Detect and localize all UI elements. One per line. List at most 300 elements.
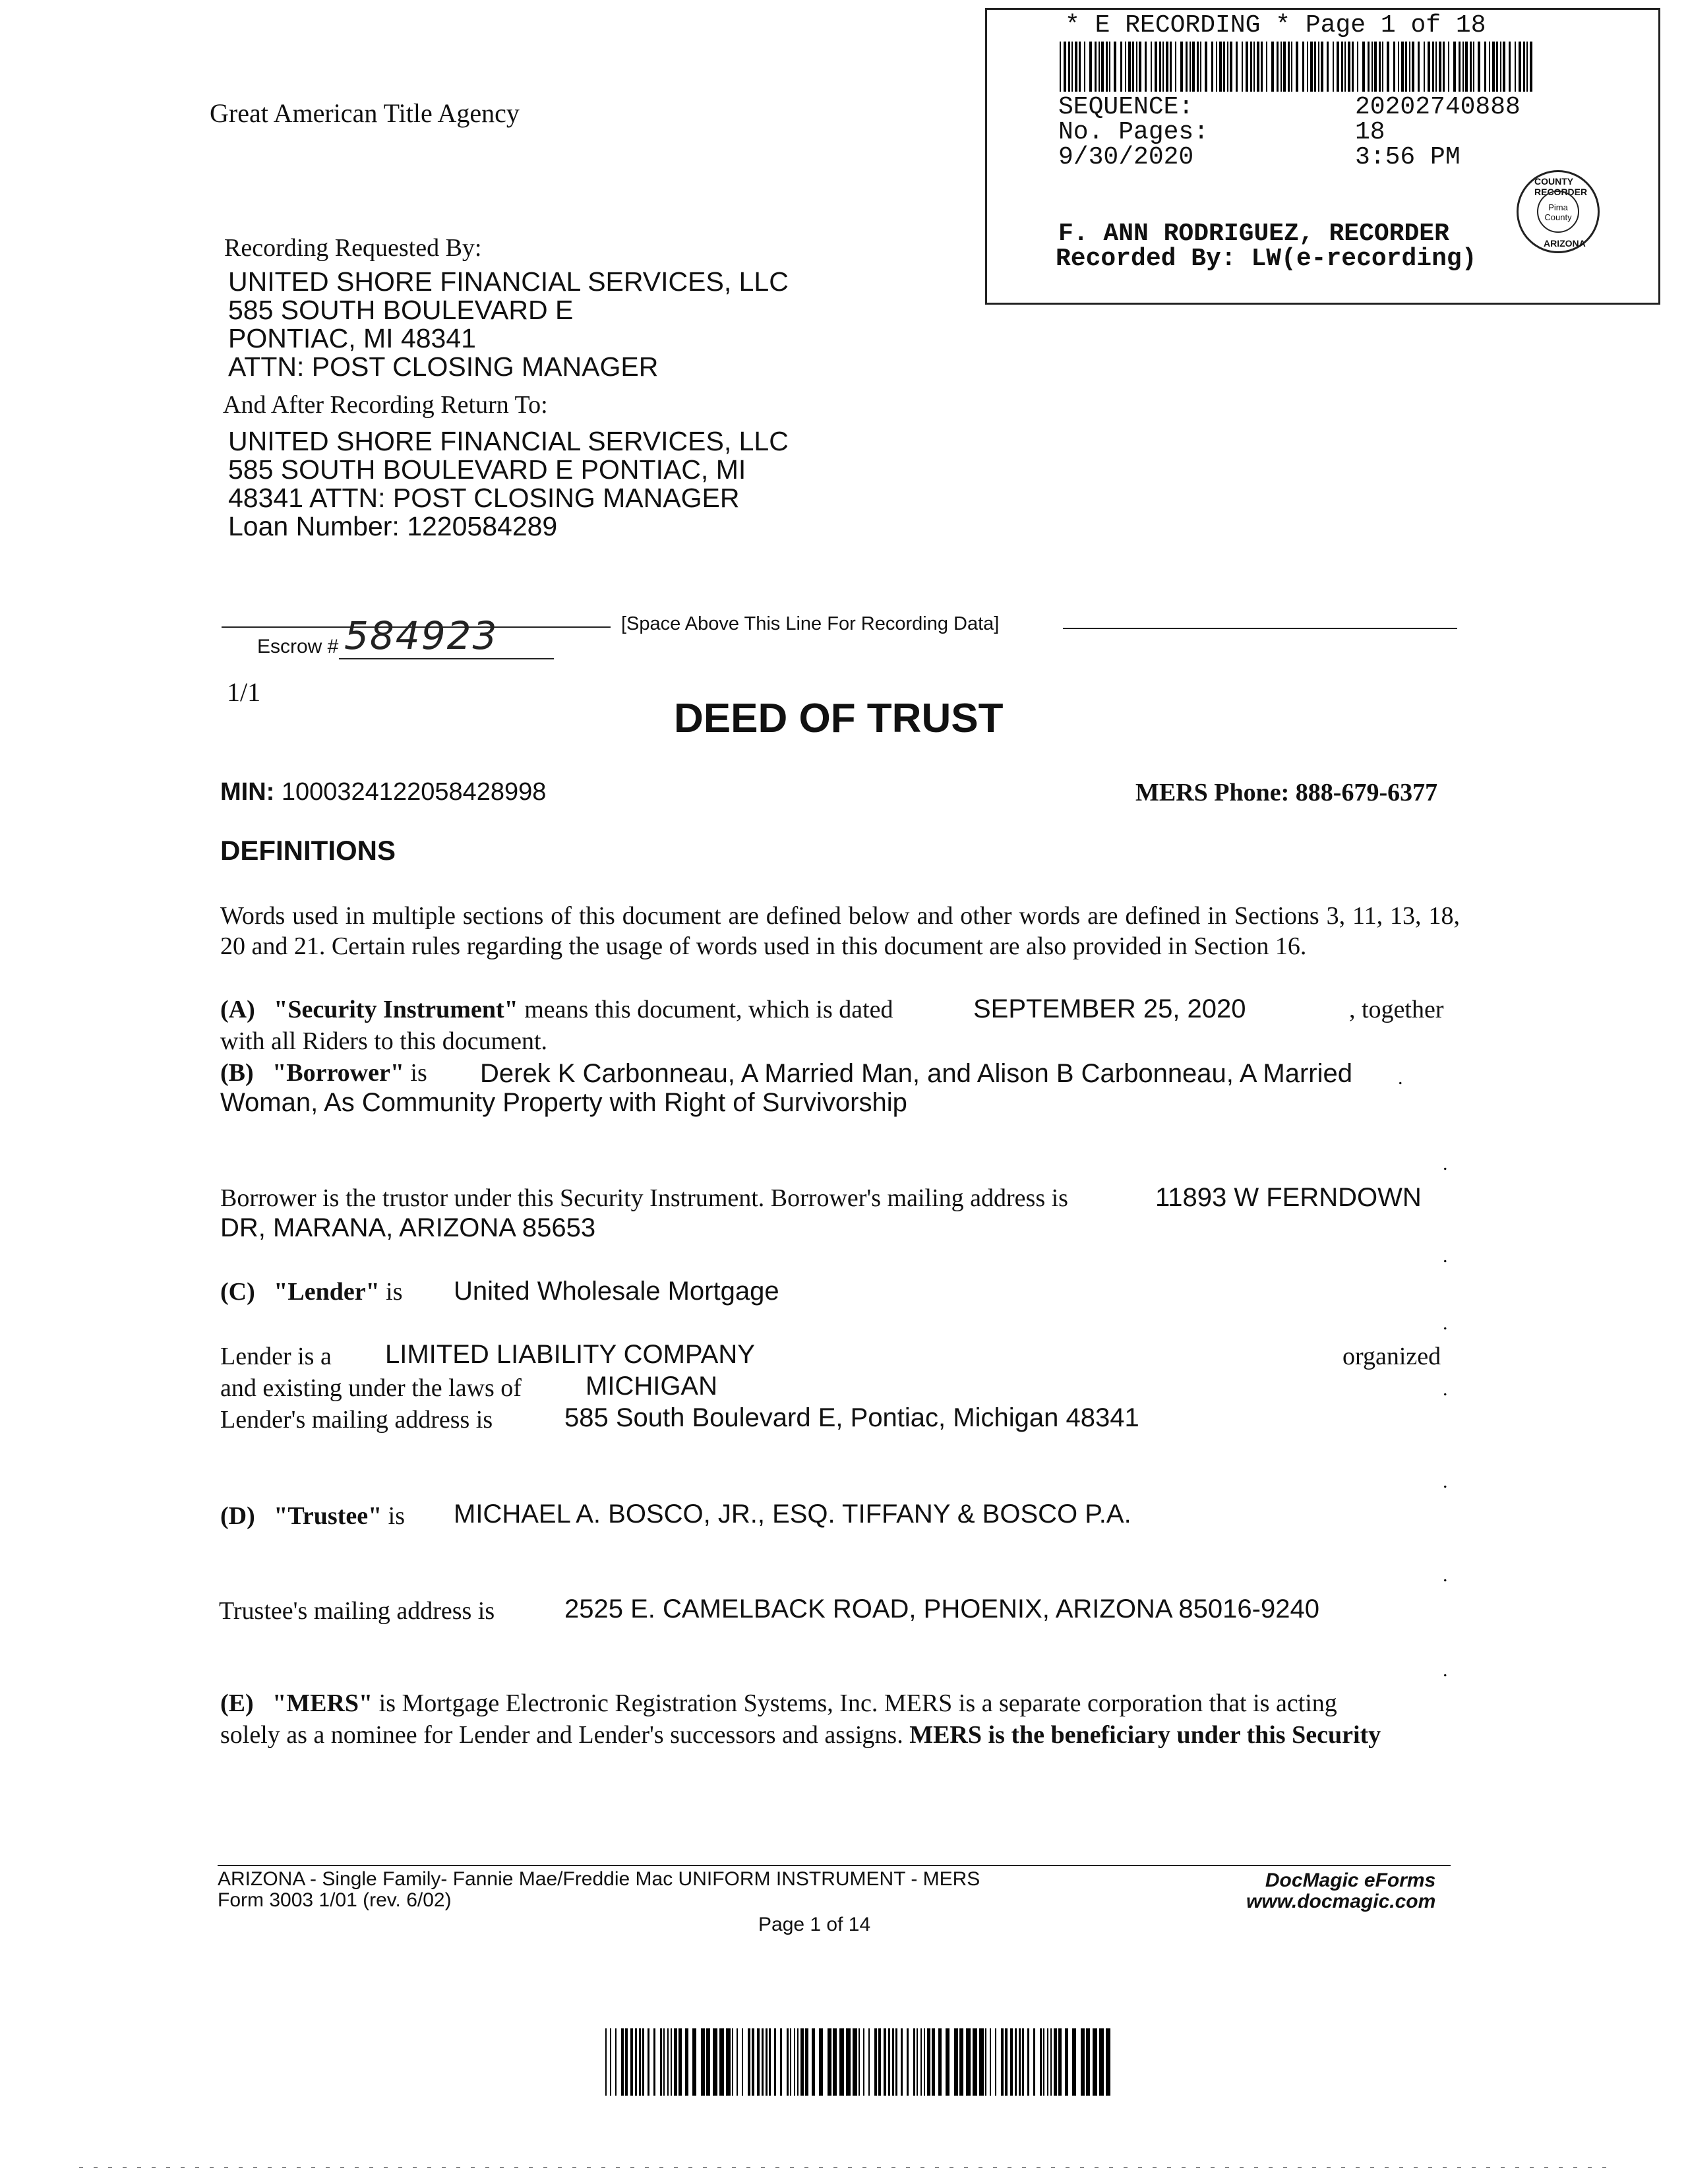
barcode-bar [1412,42,1414,92]
barcode-bar [1271,42,1274,92]
barcode-bar [1079,42,1081,92]
barcode-bar [1503,42,1505,92]
barcode-bar [1068,42,1070,92]
barcode-bar [1362,42,1365,92]
space-above-note: [Space Above This Line For Recording Data] [621,613,1000,634]
min-value: 1000324122058428998 [281,778,547,806]
barcode-bar [1288,42,1290,92]
section-c-letter: (C) [220,1278,255,1306]
section-e-text: is Mortgage Electronic Registration Systems, Inc. MERS is a separate corporation that is acting [378,1689,1337,1717]
lender-address-label: Lender's mailing address is [220,1406,493,1434]
barcode-bar [924,2028,925,2096]
footer-brand [1246,1870,1435,1912]
barcode-bar [1281,42,1282,92]
barcode-bar [726,2028,731,2096]
barcode-bar [1401,42,1404,92]
barcode-bar [1418,42,1420,92]
barcode-bar [1050,2028,1052,2096]
barcode-bar [1405,42,1407,92]
barcode-bar [1448,42,1449,92]
barcode-bar [1443,42,1445,92]
barcode-bar [1128,42,1131,92]
section-a-line2: with all Riders to this document. [220,1027,548,1055]
barcode-bar [878,2028,881,2096]
barcode-bar [1151,42,1152,92]
barcode-bar [1327,42,1329,92]
requested-by-label: Recording Requested By: [224,234,482,262]
barcode-bar [1374,42,1377,92]
sequence-value: 20202740888 [1355,93,1521,121]
barcode-bar [1170,42,1172,92]
barcode-bar [625,2028,628,2096]
barcode-bar [692,2028,696,2096]
barcode-bar [1462,42,1464,92]
escrow-underline [339,658,554,659]
barcode-bar [884,2028,886,2096]
section-b-is: is [410,1059,427,1087]
barcode-bar [671,2028,672,2096]
barcode-bar [1530,42,1532,92]
barcode-bar [1019,2028,1021,2096]
barcode-bar [1223,42,1225,92]
barcode-bar [1132,42,1134,92]
dot-mark: . [1443,1153,1448,1174]
return-line: Loan Number: 1220584289 [228,511,558,541]
lender-entity-type: LIMITED LIABILITY COMPANY [385,1340,755,1369]
dot-mark: . [1443,1378,1448,1400]
record-date: 9/30/2020 [1058,143,1194,171]
barcode-bar [1060,42,1061,92]
barcode-bar [1089,42,1092,92]
escrow-number-handwritten: 584923 [344,613,498,658]
recording-line-right [1063,628,1457,629]
barcode-bar [794,2028,795,2096]
requested-line: ATTN: POST CLOSING MANAGER [228,351,659,382]
return-to-label: And After Recording Return To: [223,391,548,419]
barcode-bar [833,2028,837,2096]
barcode-bar [1302,42,1304,92]
barcode-bar [920,2028,922,2096]
barcode-bar [1175,42,1176,92]
barcode-bar [863,2028,864,2096]
barcode-bar [1093,2028,1097,2096]
barcode-bar [1314,42,1316,92]
barcode-bar [959,2028,963,2096]
barcode-bar [1101,42,1104,92]
barcode-bar [1043,2028,1044,2096]
barcode-bar [1106,42,1108,92]
barcode-bar [1192,42,1195,92]
barcode-bar [1465,42,1468,92]
barcode-bar [1246,42,1248,92]
security-instrument-date: SEPTEMBER 25, 2020 [973,994,1246,1023]
agency-name: Great American Title Agency [210,98,520,128]
barcode-bar [874,2028,877,2096]
section-d-is: is [388,1502,406,1530]
return-line: UNITED SHORE FINANCIAL SERVICES, LLC [228,426,789,456]
barcode-bar [917,2028,918,2096]
barcode-bar [1216,42,1217,92]
barcode-bar [1033,2028,1035,2096]
section-c-term: "Lender" [274,1278,380,1306]
barcode-bar [1409,42,1410,92]
footer-form-info [218,1869,980,1911]
record-time: 3:56 PM [1355,143,1461,171]
barcode-bar [742,2028,743,2096]
barcode-bar [605,2028,607,2096]
barcode-bar [1473,42,1474,92]
barcode-bar [667,2028,669,2096]
barcode-bar [979,2028,984,2096]
barcode-bar [713,2028,717,2096]
lender-name: United Wholesale Mortgage [454,1277,779,1306]
barcode-bar [610,2028,611,2096]
barcode-bar [1341,42,1343,92]
barcode-bar [797,2028,799,2096]
barcode-bar [1139,42,1141,92]
barcode-bar [805,2028,808,2096]
barcode-bar [1058,2028,1062,2096]
barcode-bar [839,2028,844,2096]
barcode-bar [1387,42,1389,92]
barcode-bar [790,2028,791,2096]
barcode-bar [766,2028,768,2096]
barcode-bar [1075,42,1077,92]
requested-line: 585 SOUTH BOULEVARD E [228,295,574,325]
barcode-bar [1054,2028,1057,2096]
requested-line: PONTIAC, MI 48341 [228,323,476,353]
barcode-bar [1333,42,1334,92]
barcode-bar [1125,42,1126,92]
barcode-bar [1432,42,1434,92]
barcode-bar [990,2028,991,2096]
seal-ring-top: COUNTY RECORDER [1534,176,1588,197]
barcode-bar [1250,42,1252,92]
barcode-bar [973,2028,977,2096]
barcode-bar [1159,42,1161,92]
return-line: 585 SOUTH BOULEVARD E PONTIAC, MI [228,454,746,485]
section-e-text2: solely as a nominee for Lender and Lender's successors and assigns. [220,1721,903,1749]
barcode-bar [1022,2028,1024,2096]
barcode-bar [1236,42,1238,92]
barcode-bar [663,2028,665,2096]
barcode-bar [1219,42,1222,92]
barcode-bar [1005,2028,1008,2096]
barcode-bar [1040,2028,1042,2096]
barcode-bar [1526,42,1528,92]
trustee-address-label: Trustee's mailing address is [219,1597,495,1625]
barcode-bar [828,2028,831,2096]
barcode-bar [1500,42,1501,92]
section-b-term: "Borrower" [272,1059,404,1087]
barcode-bar [1200,42,1201,92]
barcode-bar [1109,42,1110,92]
barcode-bar [706,2028,710,2096]
section-e-bold: MERS is the beneficiary under this Security [909,1721,1381,1749]
barcode-bar [719,2028,724,2096]
barcode-bar [1145,42,1147,92]
barcode-bar [954,2028,958,2096]
barcode-bar [1489,42,1490,92]
min-label: MIN: [220,778,275,806]
docmagic-logo: DocMagic eForms [1265,1869,1436,1891]
barcode-bar [1015,2028,1017,2096]
definitions-heading: DEFINITIONS [220,835,396,866]
barcode-bar [812,2028,815,2096]
barcode-bar [853,2028,857,2096]
barcode-bar [635,2028,637,2096]
barcode-bar [787,2028,789,2096]
lender-existing: and existing under the laws of [220,1374,522,1402]
barcode-bar [1047,2028,1048,2096]
borrower-name-line2: Woman, As Community Property with Right of Survivorship [220,1088,907,1117]
barcode-bar [1478,42,1480,92]
barcode-bar [1257,42,1259,92]
barcode-bar [1283,42,1286,92]
barcode-bar [913,2028,915,2096]
barcode-bar [1072,2028,1076,2096]
barcode-bar [1186,42,1188,92]
barcode-bar [1190,42,1191,92]
barcode-bar [1344,42,1346,92]
barcode-bar [1166,42,1168,92]
barcode-bar [1296,42,1298,92]
barcode-bar [1368,42,1370,92]
page-title: DEED OF TRUST [674,696,1004,741]
barcode-bar [685,2028,688,2096]
section-e-letter: (E) [220,1689,254,1717]
footer-line1: ARIZONA - Single Family- Fannie Mae/Freddie Mac UNIFORM INSTRUMENT - MERS [218,1868,980,1890]
barcode-bar [1439,42,1441,92]
section-c-label [220,1277,403,1307]
barcode-bar [1382,42,1383,92]
barcode-bar [774,2028,776,2096]
barcode-bar [1424,42,1425,92]
barcode-bar [1253,42,1255,92]
return-line: 48341 ATTN: POST CLOSING MANAGER [228,483,740,513]
barcode-bar [701,2028,705,2096]
fraction-note: 1/1 [227,677,261,707]
barcode-bar [800,2028,804,2096]
barcode-bar [1277,42,1279,92]
section-e-line1 [220,1688,1460,1718]
section-a-term: "Security Instrument" [274,996,518,1023]
barcode-bar [995,2028,996,2096]
barcode-bar [1120,42,1122,92]
barcode-bar [1291,42,1292,92]
recorded-by: Recorded By: LW(e-recording) [1056,245,1477,273]
barcode-bar [1010,2028,1013,2096]
barcode-bar [907,2028,909,2096]
barcode-bar [748,2028,750,2096]
barcode-bar [1136,42,1137,92]
barcode-bar [1379,42,1381,92]
footer-rule [218,1865,1451,1866]
barcode-bar [762,2028,764,2096]
barcode-bar [1509,42,1511,92]
dot-mark: . [1443,1312,1448,1334]
mers-phone: MERS Phone: 888-679-6377 [1135,779,1438,806]
barcode-bar [1393,42,1395,92]
barcode-bar [660,2028,662,2096]
footer-line2: Form 3003 1/01 (rev. 6/02) [218,1889,452,1911]
barcode-bar [1099,2028,1104,2096]
lender-address: 585 South Boulevard E, Pontiac, Michigan 48341 [564,1403,1139,1432]
barcode-bar [1398,42,1399,92]
barcode-bar [1459,42,1461,92]
barcode-bar [895,2028,897,2096]
barcode-bar [1095,42,1097,92]
barcode-bar [1242,42,1243,92]
trustee-address: 2525 E. CAMELBACK ROAD, PHOENIX, ARIZONA 85016-9240 [564,1594,1319,1623]
barcode-bar [1337,42,1339,92]
barcode-bar [1496,42,1498,92]
barcode-bar [1230,42,1232,92]
section-d-term: "Trustee" [274,1502,382,1530]
borrower-trustor-text: Borrower is the trustor under this Security Instrument. Borrower's mailing address is [220,1184,1068,1212]
barcode-bar [1470,42,1472,92]
barcode-bar [615,2028,617,2096]
recorder-name: F. ANN RODRIGUEZ, RECORDER [1058,220,1449,248]
barcode-bar [769,2028,771,2096]
barcode-bar [1519,42,1521,92]
return-to-address [228,427,789,541]
barcode-bar [1484,42,1486,92]
barcode-bar [1081,2028,1085,2096]
barcode-bar [621,2028,624,2096]
county-seal-icon [1517,170,1600,253]
barcode-bar [1321,42,1323,92]
barcode-bar [1086,2028,1090,2096]
bottom-barcode [605,2028,1112,2096]
trustee-name: MICHAEL A. BOSCO, JR., ESQ. TIFFANY & BOSCO P.A. [454,1500,1131,1529]
barcode-bar [1357,42,1358,92]
borrower-name-line1: Derek K Carbonneau, A Married Man, and Alison B Carbonneau, A Married [480,1059,1352,1088]
barcode-bar [985,2028,986,2096]
requested-line: UNITED SHORE FINANCIAL SERVICES, LLC [228,266,789,297]
barcode-bar [642,2028,644,2096]
barcode-bar [678,2028,682,2096]
barcode-bar [1065,2028,1068,2096]
dot-mark: . [1443,1245,1448,1267]
section-b-letter: (B) [220,1059,254,1087]
barcode-bar [1114,42,1116,92]
borrower-address-line2: DR, MARANA, ARIZONA 85653 [220,1213,596,1242]
barcode-bar [1307,42,1308,92]
dot-mark: . [1443,1659,1448,1681]
pages-label: No. Pages: [1058,118,1209,146]
barcode-bar [819,2028,823,2096]
barcode-bar [1162,42,1164,92]
barcode-bar [1001,2028,1004,2096]
barcode-bar [1099,42,1100,92]
pages-value: 18 [1355,118,1385,146]
barcode-bar [737,2028,738,2096]
barcode-bar [1064,42,1066,92]
section-c-is: is [386,1278,403,1306]
definitions-intro: Words used in multiple sections of this document are defined below and other words are defined in Sections 3, 11, 13, 18, 20 and 21. Certain rules regarding the usage of words used in this document are also provided in Section 16. [220,902,1460,960]
lender-organized: organized [1342,1343,1441,1370]
barcode-bar [1523,42,1525,92]
barcode-bar [946,2028,950,2096]
barcode-bar [1372,42,1373,92]
scan-artifact-line [79,2167,1615,2168]
barcode-bar [1227,42,1228,92]
borrower-address-line1: 11893 W FERNDOWN [1155,1183,1422,1212]
stamp-barcode [1060,42,1534,92]
barcode-bar [1310,42,1313,92]
barcode-bar [892,2028,894,2096]
barcode-bar [1318,42,1319,92]
barcode-bar [1155,42,1157,92]
section-a-together: , together [1349,996,1444,1023]
dot-mark: . [1398,1067,1403,1089]
barcode-bar [1348,42,1350,92]
barcode-bar [648,2028,649,2096]
barcode-bar [653,2028,655,2096]
barcode-bar [1106,2028,1110,2096]
section-e-term: "MERS" [272,1689,373,1717]
barcode-bar [780,2028,782,2096]
barcode-bar [868,2028,870,2096]
barcode-bar [859,2028,860,2096]
barcode-bar [752,2028,754,2096]
page-number: Page 1 of 14 [758,1914,871,1935]
docmagic-url: www.docmagic.com [1246,1891,1436,1912]
sequence-label: SEQUENCE: [1058,93,1194,121]
lender-state: MICHIGAN [586,1372,717,1401]
barcode-bar [1180,42,1183,92]
lender-is-a: Lender is a [220,1343,332,1370]
barcode-bar [1266,42,1267,92]
barcode-bar [888,2028,890,2096]
barcode-bar [757,2028,760,2096]
barcode-bar [1428,42,1430,92]
min-row [220,778,546,806]
barcode-bar [1352,42,1354,92]
section-a-text: means this document, which is dated [524,996,893,1023]
barcode-bar [674,2028,677,2096]
section-d-letter: (D) [220,1502,255,1530]
section-a-letter: (A) [220,996,255,1023]
requested-by-address [228,268,789,381]
barcode-bar [732,2028,733,2096]
barcode-bar [1435,42,1437,92]
seal-center: Pima County [1537,191,1579,233]
seal-ring-bottom: ARIZONA [1544,238,1586,249]
section-a-line1 [220,994,893,1025]
barcode-bar [932,2028,935,2096]
barcode-bar [846,2028,851,2096]
barcode-bar [1071,42,1073,92]
escrow-label: Escrow # [257,636,339,657]
barcode-bar [1205,42,1207,92]
barcode-bar [639,2028,641,2096]
dot-mark: . [1443,1471,1448,1492]
dot-mark: . [1443,1564,1448,1586]
recording-stamp [985,8,1660,305]
barcode-bar [938,2028,942,2096]
barcode-bar [630,2028,633,2096]
section-d-label [220,1501,405,1531]
barcode-bar [1492,42,1495,92]
stamp-header: * E RECORDING * Page 1 of 18 [1065,11,1486,40]
section-e-line2 [220,1720,1381,1750]
barcode-bar [966,2028,971,2096]
barcode-bar [1084,42,1085,92]
barcode-bar [927,2028,930,2096]
barcode-bar [1515,42,1516,92]
